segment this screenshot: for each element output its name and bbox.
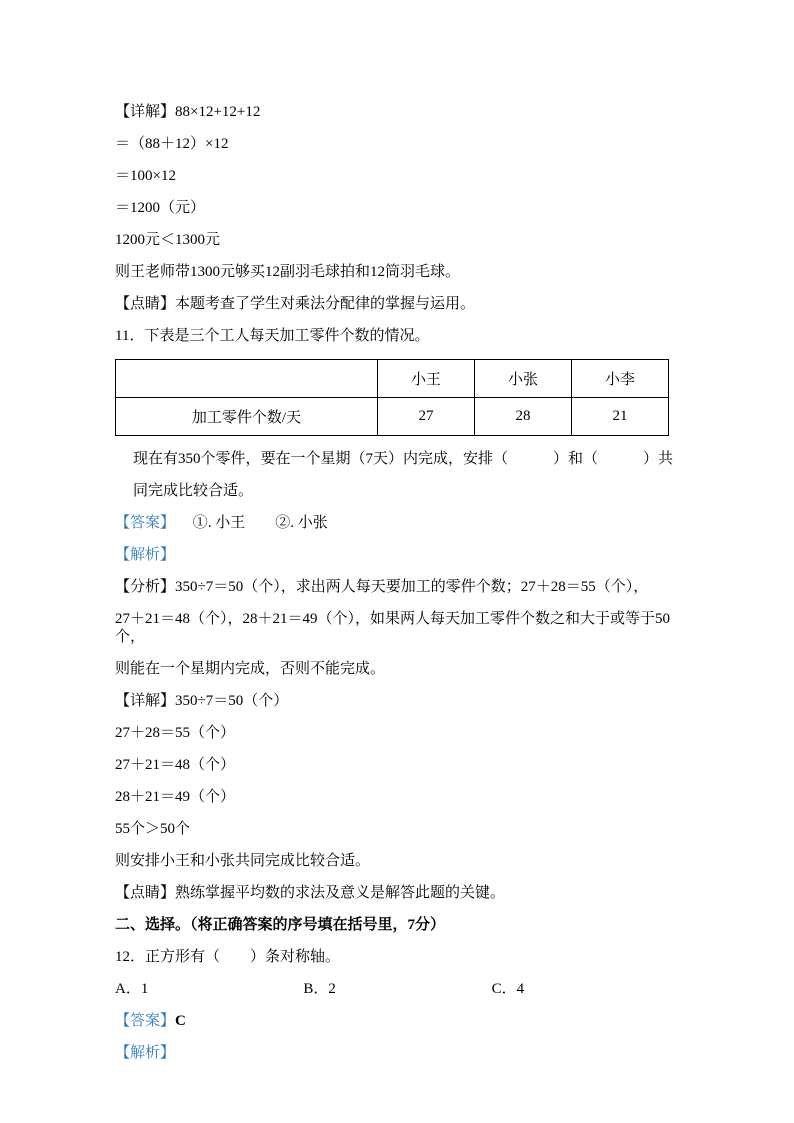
q11-stem-continued: 现在有350个零件，要在一个星期（7天）内完成，安排（ ）和（ ）共 <box>133 451 674 467</box>
table-cell-worker: 小王 <box>378 360 475 398</box>
q10-detail-line: ＝1200（元） <box>115 200 206 216</box>
table-header-row <box>116 360 669 398</box>
q11-detail-line: 28＋21＝49（个） <box>115 789 236 805</box>
q11-answer-line <box>115 514 680 532</box>
q11-detail-line: 55个＞50个 <box>115 821 191 837</box>
q11-analysis-line: 则能在一个星期内完成，否则不能完成。 <box>115 661 386 677</box>
option-c: C．4 <box>491 981 525 997</box>
answer-label: 【答案】 <box>115 515 176 531</box>
q10-detail-line: ＝（88＋12）×12 <box>115 136 229 152</box>
q11-stem-continued: 同完成比较合适。 <box>133 483 254 499</box>
q11-detail-line: 【详解】350÷7＝50（个） <box>115 693 289 709</box>
answer-text: C <box>175 1013 186 1029</box>
q12-options-row <box>115 980 680 998</box>
table-cell-worker: 小李 <box>572 360 669 398</box>
q12-answer-line <box>115 1012 680 1030</box>
q11-detail-line: 27＋21＝48（个） <box>115 757 236 773</box>
q11-detail-line: 27＋28＝55（个） <box>115 725 236 741</box>
q12-analysis-label-line <box>115 1044 680 1062</box>
table-cell-empty <box>116 360 378 398</box>
q11-detail-line: 则安排小王和小张共同完成比较合适。 <box>115 853 371 869</box>
table-cell-value: 21 <box>572 398 669 436</box>
q11-stem: 11．下表是三个工人每天加工零件个数的情况。 <box>115 328 430 344</box>
table-cell-worker: 小张 <box>475 360 572 398</box>
answer-label: 【答案】 <box>115 1013 176 1029</box>
q10-detail-line: 1200元＜1300元 <box>115 232 221 248</box>
q11-analysis-line: 27＋21＝48（个），28＋21＝49（个），如果两人每天加工零件个数之和大于或等于50个， <box>115 611 671 645</box>
option-a: A．1 <box>115 981 149 997</box>
q11-analysis-line: 【分析】350÷7＝50（个），求出两人每天要加工的零件个数；27＋28＝55（个）， <box>115 579 649 595</box>
analysis-label: 【解析】 <box>115 1045 176 1061</box>
table-cell-value: 28 <box>475 398 572 436</box>
workers-table <box>115 359 669 436</box>
table-cell-value: 27 <box>378 398 475 436</box>
table-cell-rowlabel: 加工零件个数/天 <box>116 398 378 436</box>
q11-analysis-label-line <box>115 546 680 564</box>
q10-detail-line: 【详解】88×12+12+12 <box>115 104 261 120</box>
q10-detail-line: 则王老师带1300元够买12副羽毛球拍和12筒羽毛球。 <box>115 264 461 280</box>
answer-text: ①. 小王 ②. 小张 <box>192 515 328 531</box>
q12-stem: 12．正方形有（ ）条对称轴。 <box>115 949 341 965</box>
table-data-row <box>116 398 669 436</box>
analysis-label: 【解析】 <box>115 547 176 563</box>
section2-heading: 二、选择。（将正确答案的序号填在括号里，7分） <box>115 917 446 933</box>
q10-note-line: 【点睛】本题考查了学生对乘法分配律的掌握与运用。 <box>115 296 476 312</box>
q10-detail-line: ＝100×12 <box>115 168 176 184</box>
q11-note-line: 【点睛】熟练掌握平均数的求法及意义是解答此题的关键。 <box>115 885 506 901</box>
option-b: B．2 <box>303 981 336 997</box>
